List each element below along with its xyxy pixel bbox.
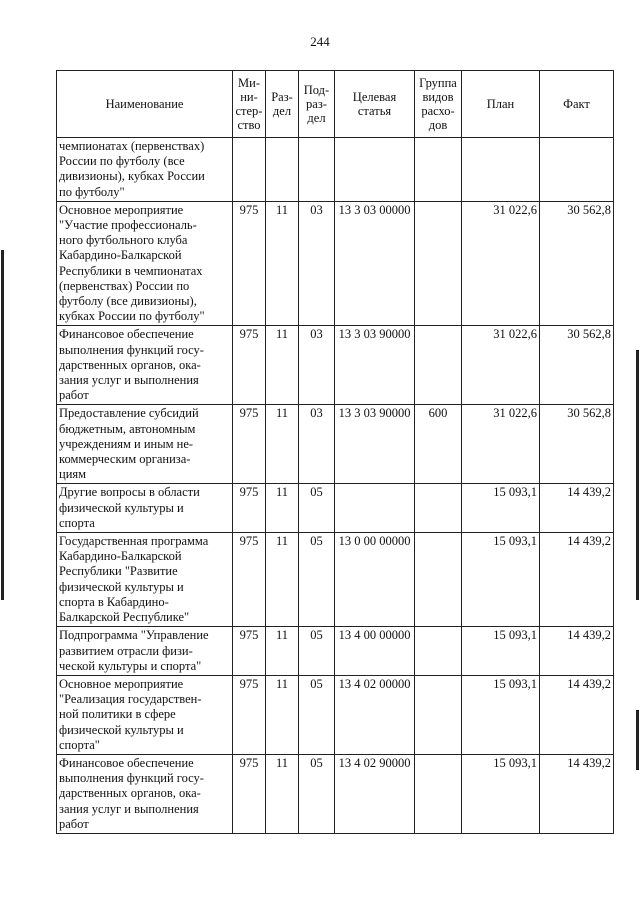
row-expense-group [415,533,462,627]
row-name: Финансовое обеспечение выполнения функций госу- дарственных органов, ока- зания услуг и выполнения работ [57,754,233,833]
row-ministry: 975 [233,326,266,405]
row-subsection: 05 [299,754,335,833]
row-name: Предоставление субсидий бюджетным, автономным учреждениям и иным не- коммерческим организа- циям [57,405,233,484]
row-fact: 30 562,8 [540,201,614,326]
row-subsection [299,138,335,202]
row-plan: 31 022,6 [462,405,540,484]
header-ministry: Ми- ни- стер- ство [233,71,266,138]
scan-edge-mark [1,250,4,600]
row-target [335,484,415,533]
row-target [335,138,415,202]
row-plan: 15 093,1 [462,533,540,627]
row-section: 11 [266,326,299,405]
row-ministry: 975 [233,405,266,484]
row-subsection: 03 [299,326,335,405]
table-row [57,533,614,627]
row-fact: 14 439,2 [540,533,614,627]
row-section: 11 [266,754,299,833]
row-name: Государственная программа Кабардино-Балкарской Республики "Развитие физической культуры и спорта в Кабардино- Балкарской Республике" [57,533,233,627]
row-subsection: 05 [299,675,335,754]
row-plan: 15 093,1 [462,675,540,754]
row-section: 11 [266,405,299,484]
row-expense-group [415,484,462,533]
scan-edge-mark [636,710,639,770]
row-target: 13 3 03 90000 [335,405,415,484]
row-target: 13 0 00 00000 [335,533,415,627]
row-fact: 30 562,8 [540,405,614,484]
row-section: 11 [266,201,299,326]
table-row [57,201,614,326]
row-target: 13 4 02 90000 [335,754,415,833]
table-row [57,405,614,484]
header-subsection: Под- раз- дел [299,71,335,138]
row-plan: 15 093,1 [462,627,540,676]
row-name: чемпионатах (первенствах) России по футболу (все дивизионы), кубках России по футболу" [57,138,233,202]
table-header-row [57,71,614,138]
row-name: Финансовое обеспечение выполнения функций госу- дарственных органов, ока- зания услуг и выполнения работ [57,326,233,405]
row-name: Основное мероприятие "Участие профессиональ- ного футбольного клуба Кабардино-Балкарской Республики в чемпионатах (первенствах) России по футболу (все дивизионы), кубках России по футболу" [57,201,233,326]
row-ministry [233,138,266,202]
row-expense-group [415,754,462,833]
row-section [266,138,299,202]
row-name: Основное мероприятие "Реализация государствен- ной политики в сфере физической культуры и спорта" [57,675,233,754]
row-subsection: 05 [299,484,335,533]
row-subsection: 03 [299,405,335,484]
row-target: 13 4 02 00000 [335,675,415,754]
scan-edge-mark [636,350,639,600]
table-row [57,484,614,533]
header-name: Наименование [57,71,233,138]
row-expense-group [415,326,462,405]
row-subsection: 05 [299,533,335,627]
row-fact: 30 562,8 [540,326,614,405]
row-ministry: 975 [233,675,266,754]
row-expense-group [415,627,462,676]
table-row [57,754,614,833]
row-fact: 14 439,2 [540,484,614,533]
row-section: 11 [266,484,299,533]
header-expense-group: Группа видов расхо- дов [415,71,462,138]
row-fact: 14 439,2 [540,675,614,754]
row-section: 11 [266,627,299,676]
row-expense-group [415,201,462,326]
header-target: Целевая статья [335,71,415,138]
row-plan: 15 093,1 [462,484,540,533]
table-row [57,675,614,754]
row-ministry: 975 [233,627,266,676]
row-subsection: 03 [299,201,335,326]
row-fact [540,138,614,202]
row-subsection: 05 [299,627,335,676]
row-expense-group [415,138,462,202]
row-expense-group [415,675,462,754]
table-row [57,627,614,676]
row-target: 13 4 00 00000 [335,627,415,676]
row-ministry: 975 [233,754,266,833]
table-row [57,138,614,202]
budget-table [56,70,614,834]
row-section: 11 [266,675,299,754]
table-row [57,326,614,405]
row-section: 11 [266,533,299,627]
row-name: Подпрограмма "Управление развитием отрасли физи- ческой культуры и спорта" [57,627,233,676]
header-fact: Факт [540,71,614,138]
row-fact: 14 439,2 [540,627,614,676]
page-number: 244 [310,34,330,49]
row-target: 13 3 03 00000 [335,201,415,326]
row-plan: 31 022,6 [462,326,540,405]
row-target: 13 3 03 90000 [335,326,415,405]
header-section: Раз- дел [266,71,299,138]
row-expense-group: 600 [415,405,462,484]
row-name: Другие вопросы в области физической культуры и спорта [57,484,233,533]
row-plan: 15 093,1 [462,754,540,833]
row-plan [462,138,540,202]
header-plan: План [462,71,540,138]
row-ministry: 975 [233,201,266,326]
row-plan: 31 022,6 [462,201,540,326]
row-fact: 14 439,2 [540,754,614,833]
row-ministry: 975 [233,533,266,627]
row-ministry: 975 [233,484,266,533]
